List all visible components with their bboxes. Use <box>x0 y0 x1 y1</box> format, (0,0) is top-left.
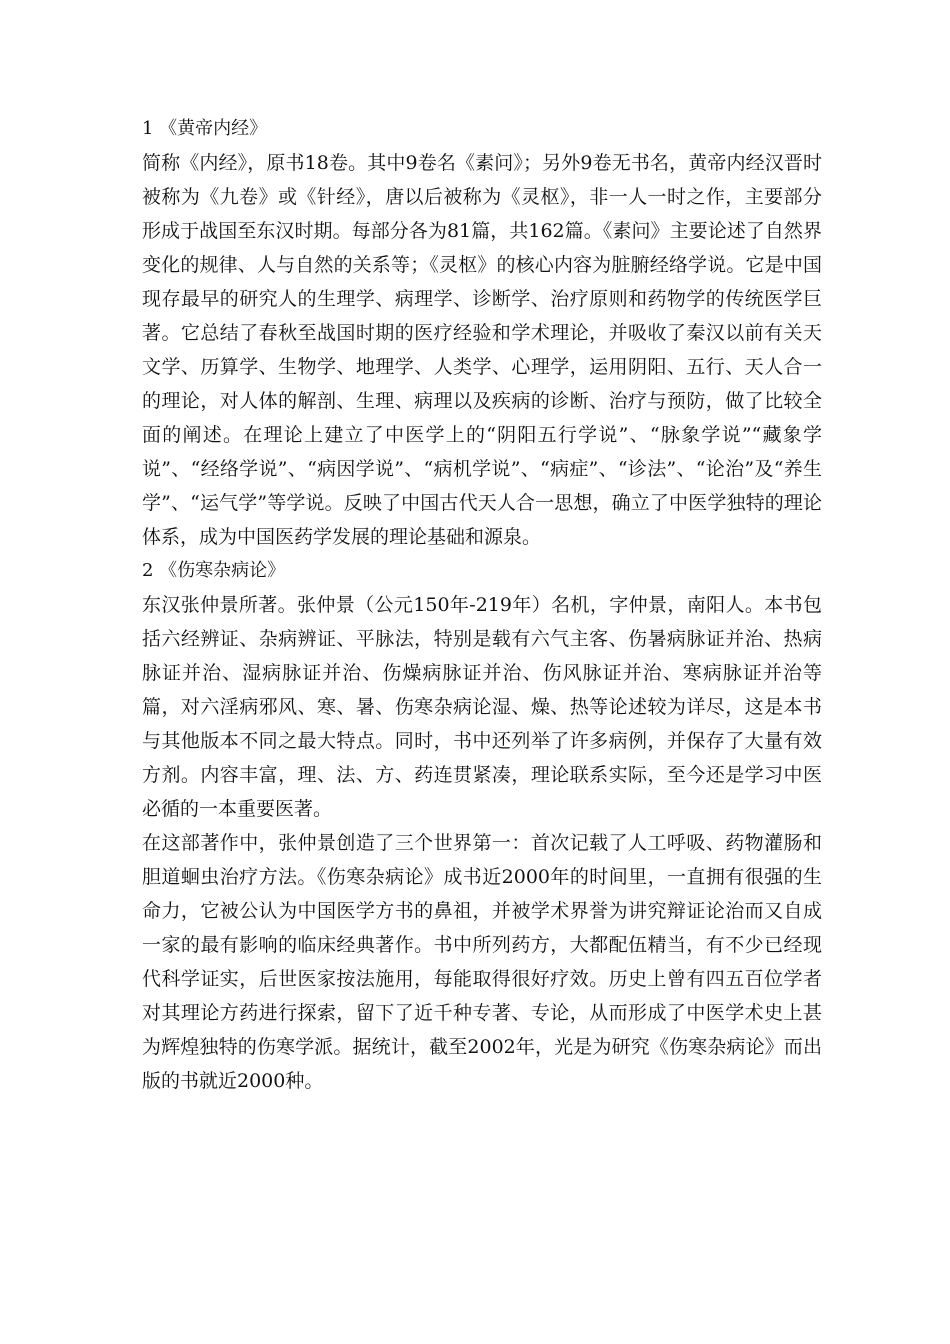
paragraph-shanghan-intro: 东汉张仲景所著。张仲景（公元150年-219年）名机，字仲景，南阳人。本书包括六经辨证、杂病辨证、平脉法，特别是载有六气主客、伤暑病脉证并治、热病脉证并治、湿病脉证并治、伤燥病脉证并治、伤风脉证并治、寒病脉证并治等篇，对六淫病邪风、寒、暑、伤寒杂病论湿、燥、热等论述较为详尽，这是本书与其他版本不同之最大特点。同时，书中还列举了许多病例，并保存了大量有效方剂。内容丰富，理、法、方、药连贯紧凑，理论联系实际，至今还是学习中医必循的一本重要医著。 <box>142 594 822 820</box>
paragraph-shanghan-significance: 在这部著作中，张仲景创造了三个世界第一：首次记载了人工呼吸、药物灌肠和胆道蛔虫治疗方法。《伤寒杂病论》成书近2000年的时间里，一直拥有很强的生命力，它被公认为中国医学方书的鼻祖，并被学术界誉为讲究辩证论治而又自成一家的最有影响的临床经典著作。书中所列药方，大都配伍精当，有不少已经现代科学证实，后世医家按法施用，每能取得很好疗效。历史上曾有四五百位学者对其理论方药进行探索，留下了近千种专著、专论，从而形成了中医学术史上甚为辉煌独特的伤寒学派。据统计，截至2002年，光是为研究《伤寒杂病论》而出版的书就近2000种。 <box>142 832 822 1092</box>
paragraph-huangdi-neijing: 简称《内经》，原书18卷。其中9卷名《素问》；另外9卷无书名，黄帝内经汉晋时被称为《九卷》或《针经》，唐以后被称为《灵枢》，非一人一时之作，主要部分形成于战国至东汉时期。每部分各为81篇，共162篇。《素问》主要论述了自然界变化的规律、人与自然的关系等；《灵枢》的核心内容为脏腑经络学说。它是中国现存最早的研究人的生理学、病理学、诊断学、治疗原则和药物学的传统医学巨著。它总结了春秋至战国时期的医疗经验和学术理论，并吸收了秦汉以前有关天文学、历算学、生物学、地理学、人类学、心理学，运用阴阳、五行、天人合一的理论，对人体的解剖、生理、病理以及疾病的诊断、治疗与预防，做了比较全面的阐述。在理论上建立了中医学上的“阴阳五行学说”、“脉象学说”“藏象学说”、“经络学说”、“病因学说”、“病机学说”、“病症”、“诊法”、“论治”及“养生学”、“运气学”等学说。反映了中国古代天人合一思想，确立了中医学独特的理论体系，成为中国医药学发展的理论基础和源泉。 <box>142 152 822 548</box>
section-heading-shanghan-zabinglun: 2 《伤寒杂病论》 <box>142 560 286 581</box>
document-body <box>142 112 822 1098</box>
section-heading-huangdi-neijing: 1 《黄帝内经》 <box>142 118 268 139</box>
